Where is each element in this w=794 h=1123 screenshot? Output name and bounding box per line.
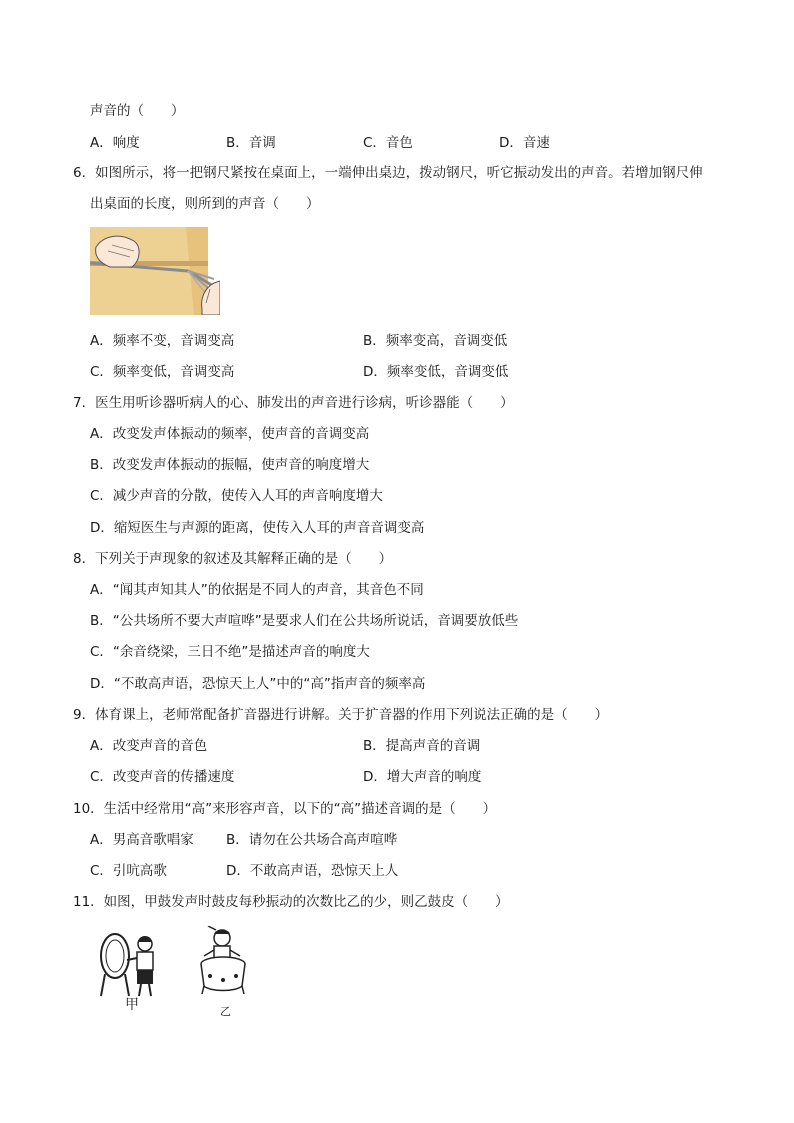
label-yi: 乙 bbox=[220, 1005, 231, 1018]
q10-option-c: C．引吭高歌 bbox=[90, 863, 167, 879]
q11-stem: 11．如图，甲鼓发声时鼓皮每秒振动的次数比乙的少，则乙鼓皮（ ） bbox=[73, 894, 509, 910]
q9-option-b: B．提高声音的音调 bbox=[363, 738, 481, 754]
ruler-vibration-illustration bbox=[90, 227, 220, 315]
q6-option-b: B．频率变高，音调变低 bbox=[363, 333, 508, 349]
q8-option-d: D．“不敢高声语，恐惊天上人”中的“高”指声音的频率高 bbox=[90, 676, 426, 692]
drum-yi-figure bbox=[196, 926, 250, 998]
q8-stem: 8．下列关于声现象的叙述及其解释正确的是（ ） bbox=[73, 551, 393, 567]
q7-stem: 7．医生用听诊器听病人的心、肺发出的声音进行诊病，听诊器能（ ） bbox=[73, 395, 514, 411]
q5-option-d: D．音速 bbox=[499, 135, 550, 151]
q6-stem-line1: 6．如图所示，将一把钢尺紧按在桌面上，一端伸出桌边，拨动钢尺，听它振动发出的声音。若增加钢尺伸 bbox=[73, 165, 703, 181]
ruler-table-figure bbox=[90, 227, 220, 315]
q10-stem: 10．生活中经常用“高”来形容声音，以下的“高”描述音调的是（ ） bbox=[73, 801, 497, 817]
q10-option-b: B．请勿在公共场合高声喧哗 bbox=[226, 832, 398, 848]
drum-jia-illustration bbox=[97, 926, 163, 998]
q10-option-d: D．不敢高声语，恐惊天上人 bbox=[226, 863, 399, 879]
q6-option-a: A．频率不变，音调变高 bbox=[90, 333, 235, 349]
q9-option-a: A．改变声音的音色 bbox=[90, 738, 208, 754]
q8-option-a: A．“闻其声知其人”的依据是不同人的声音，其音色不同 bbox=[90, 582, 424, 598]
q9-option-d: D．增大声音的响度 bbox=[363, 769, 482, 785]
q6-stem-line2: 出桌面的长度，则所到的声音（ ） bbox=[90, 196, 320, 212]
label-jia: 甲 bbox=[125, 997, 139, 1013]
q7-option-c: C．减少声音的分散，使传入人耳的声音响度增大 bbox=[90, 488, 383, 504]
drum-yi-illustration bbox=[196, 926, 250, 998]
q8-option-b: B．“公共场所不要大声喧哗”是要求人们在公共场所说话，音调要放低些 bbox=[90, 613, 519, 629]
q6-option-c: C．频率变低，音调变高 bbox=[90, 364, 235, 380]
q10-option-a: A．男高音歌唱家 bbox=[90, 832, 194, 848]
q5-stem-continuation: 声音的（ ） bbox=[90, 103, 185, 119]
q7-option-b: B．改变发声体振动的振幅，使声音的响度增大 bbox=[90, 457, 370, 473]
q7-option-a: A．改变发声体振动的频率，使声音的音调变高 bbox=[90, 426, 370, 442]
drum-jia-figure bbox=[97, 926, 163, 998]
q9-stem: 9．体育课上，老师常配备扩音器进行讲解。关于扩音器的作用下列说法正确的是（ ） bbox=[73, 707, 609, 723]
q8-option-c: C．“余音绕梁，三日不绝”是描述声音的响度大 bbox=[90, 644, 370, 660]
q9-option-c: C．改变声音的传播速度 bbox=[90, 769, 235, 785]
q5-option-b: B．音调 bbox=[226, 135, 276, 151]
q6-option-d: D．频率变低，音调变低 bbox=[363, 364, 509, 380]
q5-option-a: A．响度 bbox=[90, 135, 140, 151]
q7-option-d: D．缩短医生与声源的距离，使传入人耳的声音音调变高 bbox=[90, 520, 425, 536]
q5-option-c: C．音色 bbox=[363, 135, 413, 151]
